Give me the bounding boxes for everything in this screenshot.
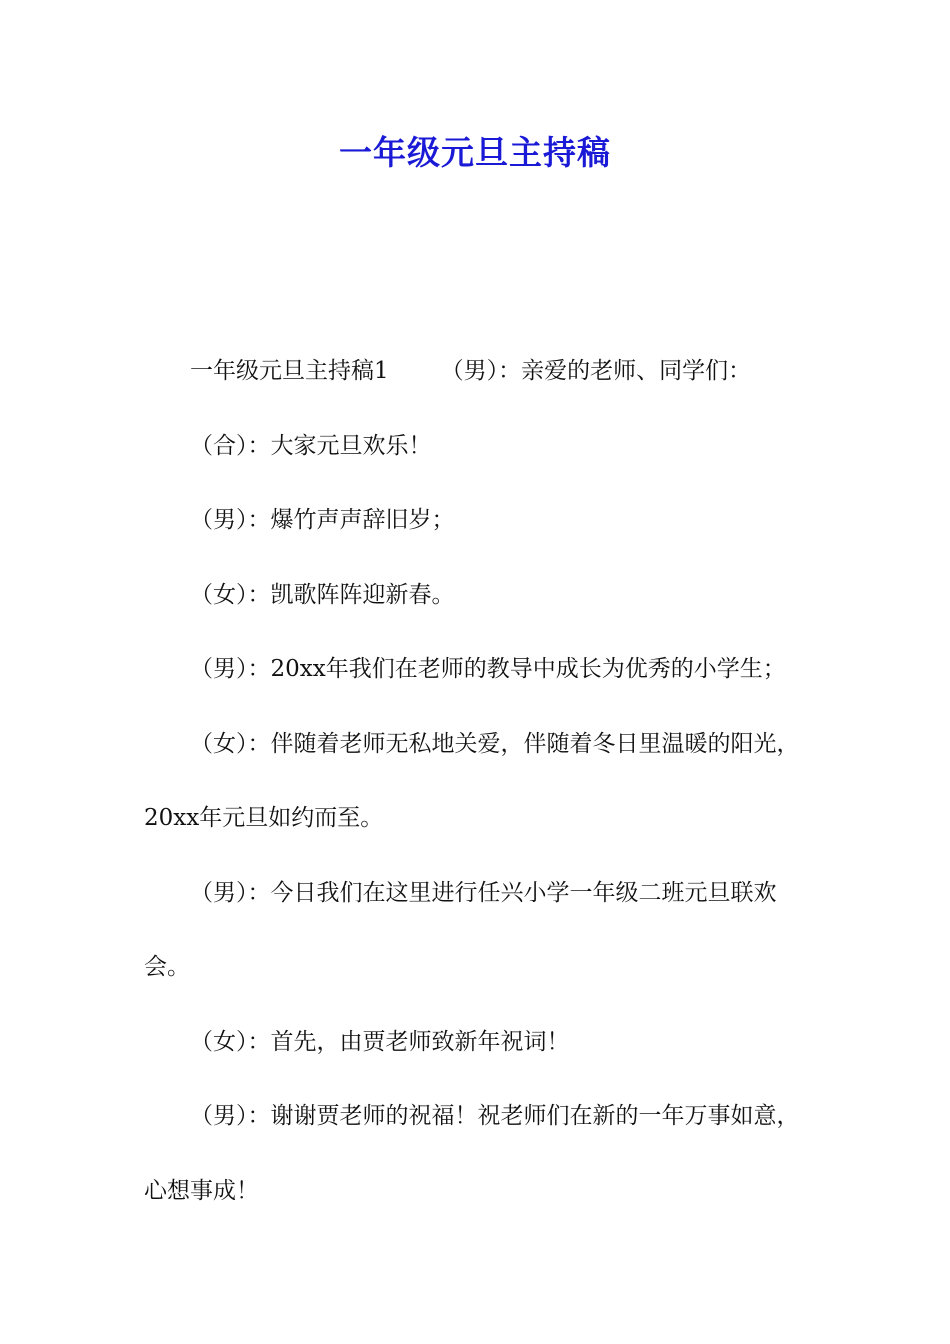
speaker-label: （男）： [190, 879, 271, 906]
document-body [144, 334, 808, 1228]
speaker-label: （男）： [440, 358, 522, 384]
speaker-label: （男）： [190, 656, 271, 682]
paragraph [144, 409, 808, 484]
speaker-label: （男）： [190, 507, 271, 533]
paragraph-text: 谢谢贾老师的祝福！祝老师们在新的一年万事如意，心想事成！ [144, 1103, 800, 1204]
paragraph-text: 20xx年我们在老师的教导中成长为优秀的小学生； [270, 656, 786, 682]
paragraph [144, 483, 808, 558]
speaker-label: （男）： [190, 1103, 271, 1129]
paragraph-text: 首先，由贾老师致新年祝词！ [270, 1028, 570, 1055]
section-title: 一年级元旦主持稿1 [190, 358, 389, 384]
speaker-label: （女）： [190, 1028, 271, 1055]
paragraph-text: 伴随着老师无私地关爱，伴随着冬日里温暖的阳光，20xx年元旦如约而至。 [144, 730, 800, 831]
paragraph [144, 632, 808, 707]
paragraph-text: 凯歌阵阵迎新春。 [270, 581, 455, 608]
paragraph-text: 亲爱的老师、同学们： [521, 358, 752, 384]
paragraph-text: 大家元旦欢乐！ [270, 432, 432, 459]
speaker-label: （女）： [190, 581, 271, 608]
paragraph [144, 558, 808, 633]
paragraph-text: 今日我们在这里进行任兴小学一年级二班元旦联欢会。 [144, 879, 777, 980]
paragraph-text: 爆竹声声辞旧岁； [270, 507, 455, 533]
paragraph-intro [144, 334, 808, 409]
paragraph [144, 707, 808, 856]
speaker-label: （合）： [190, 432, 271, 459]
paragraph [144, 1079, 808, 1228]
document-title: 一年级元旦主持稿 [339, 133, 611, 172]
speaker-label: （女）： [190, 730, 271, 757]
paragraph [144, 856, 808, 1005]
paragraph [144, 1005, 808, 1080]
